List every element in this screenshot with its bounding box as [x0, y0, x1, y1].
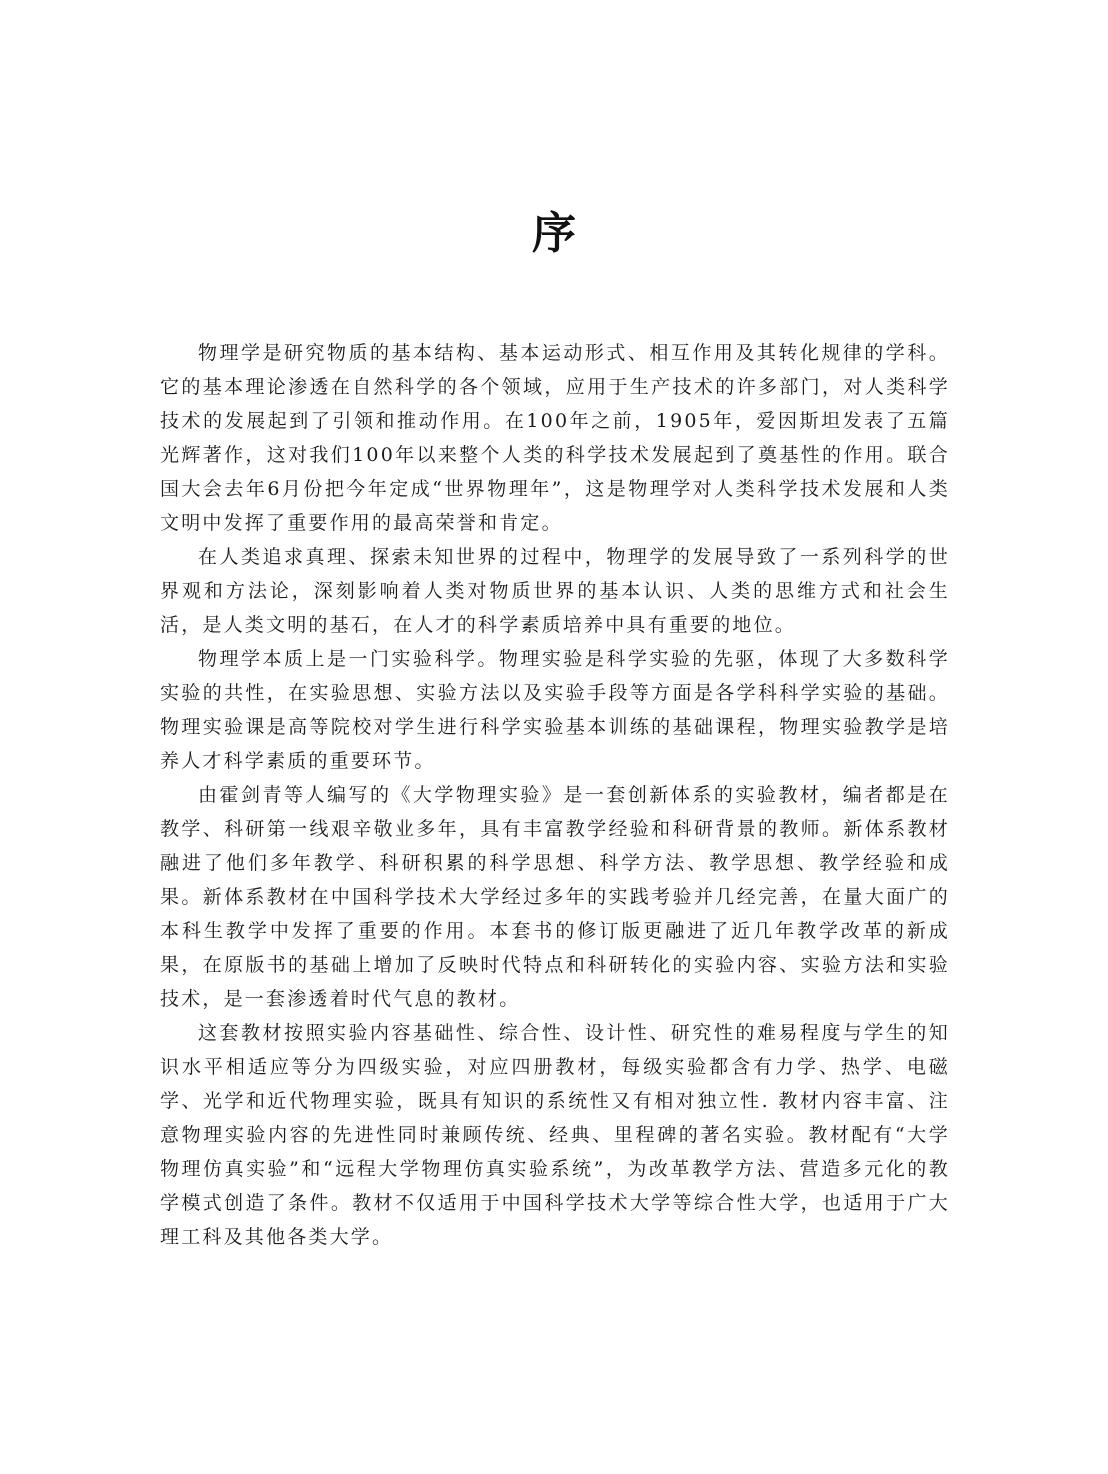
body-text: [160, 336, 950, 1254]
paragraph: 物理学本质上是一门实验科学。物理实验是科学实验的先驱，体现了大多数科学实验的共性，在实验思想、实验方法以及实验手段等方面是各学科科学实验的基础。物理实验课是高等院校对学生进行科学实验基本训练的基础课程，物理实验教学是培养人才科学素质的重要环节。: [160, 648, 950, 772]
paragraph: 这套教材按照实验内容基础性、综合性、设计性、研究性的难易程度与学生的知识水平相适应等分为四级实验，对应四册教材，每级实验都含有力学、热学、电磁学、光学和近代物理实验，既具有知识的系统性又有相对独立性. 教材内容丰富、注意物理实验内容的先进性同时兼顾传统、经典、里程碑的著名实验。教材配有“大学物理仿真实验”和“远程大学物理仿真实验系统”，为改革教学方法、营造多元化的教学模式创造了条件。教材不仅适用于中国科学技术大学等综合性大学，也适用于广大理工科及其他各类大学。: [160, 1022, 950, 1248]
page-title: 序: [532, 208, 576, 259]
paragraph: 由霍剑青等人编写的《大学物理实验》是一套创新体系的实验教材，编者都是在教学、科研第一线艰辛敬业多年，具有丰富教学经验和科研背景的教师。新体系教材融进了他们多年教学、科研积累的科学思想、科学方法、教学思想、教学经验和成果。新体系教材在中国科学技术大学经过多年的实践考验并几经完善，在量大面广的本科生教学中发挥了重要的作用。本套书的修订版更融进了近几年教学改革的新成果，在原版书的基础上增加了反映时代特点和科研转化的实验内容、实验方法和实验技术，是一套渗透着时代气息的教材。: [160, 784, 950, 1010]
paragraph: 物理学是研究物质的基本结构、基本运动形式、相互作用及其转化规律的学科。它的基本理论渗透在自然科学的各个领域，应用于生产技术的许多部门，对人类科学技术的发展起到了引领和推动作用。在100年之前，1905年，爱因斯坦发表了五篇光辉著作，这对我们100年以来整个人类的科学技术发展起到了奠基性的作用。联合国大会去年6月份把今年定成“世界物理年”，这是物理学对人类科学技术发展和人类文明中发挥了重要作用的最高荣誉和肯定。: [160, 342, 950, 534]
paragraph: 在人类追求真理、探索未知世界的过程中，物理学的发展导致了一系列科学的世界观和方法论，深刻影响着人类对物质世界的基本认识、人类的思维方式和社会生活，是人类文明的基石，在人才的科学素质培养中具有重要的地位。: [160, 546, 950, 636]
